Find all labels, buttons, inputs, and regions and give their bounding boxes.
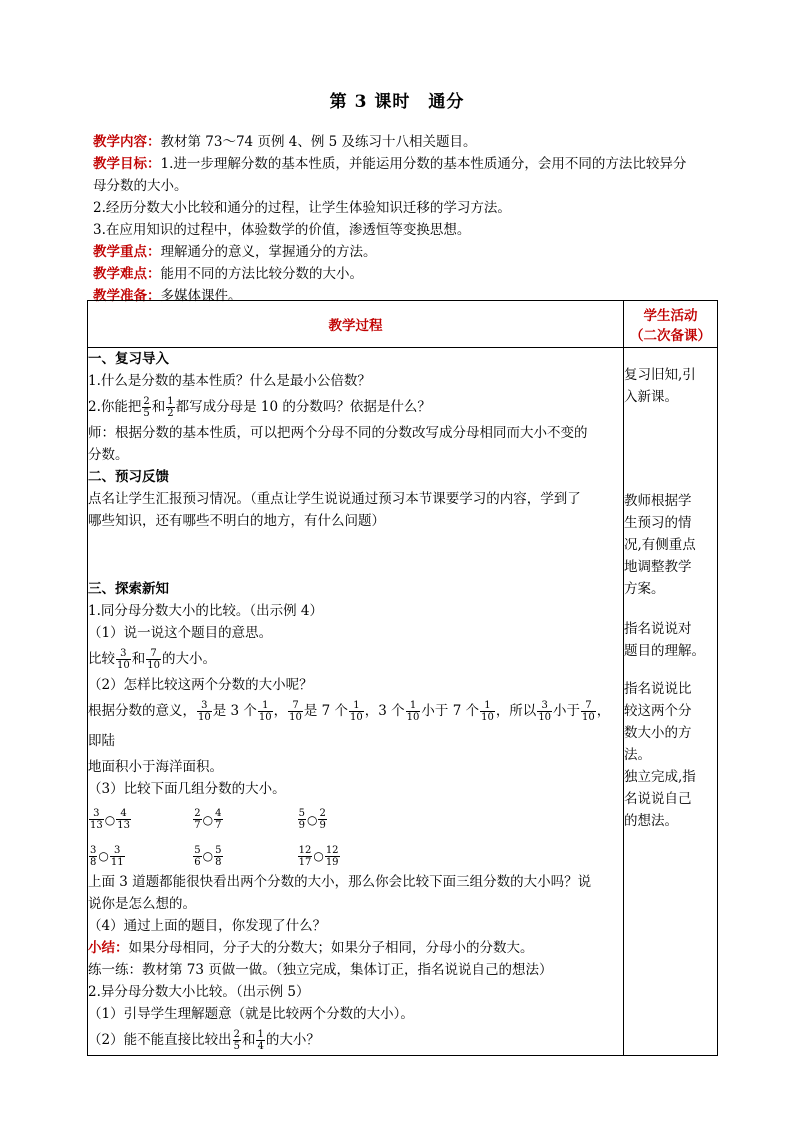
- denominator: 10: [289, 712, 302, 723]
- compare-line: [88, 644, 623, 674]
- numerator: 7: [288, 700, 303, 712]
- s2-l1: 点名让学生汇报预习情况。（重点让学生说说通过预习本节课要学习的内容，学到了: [88, 491, 581, 507]
- side-a2: 入新课。: [624, 389, 678, 405]
- m-so: ，所以: [495, 703, 537, 719]
- s1-q2: [88, 392, 623, 422]
- numerator: 1: [480, 700, 495, 712]
- s3-2b-and: 和: [241, 1032, 256, 1048]
- summary-text: 如果分母相同，分子大的分数大；如果分子相同，分母小的分数大。: [128, 940, 534, 956]
- s1-q2-and: 和: [151, 399, 166, 415]
- process-cell: [88, 348, 624, 1056]
- fraction-2-5: [142, 396, 150, 419]
- numerator: 5: [298, 808, 305, 819]
- numerator: 7: [581, 700, 596, 712]
- numerator: 1: [258, 700, 273, 712]
- side-b5: 方案。: [624, 581, 665, 597]
- numerator: 1: [406, 700, 421, 712]
- s3-2a: （1）引导学生理解题意（就是比较两个分数的大小）。: [88, 1006, 414, 1022]
- denominator: 11: [110, 856, 124, 868]
- side-d4: 法。: [624, 747, 651, 763]
- s3-2: 2.异分母分数大小比较。（出示例 5）: [88, 984, 310, 1000]
- spacer: [624, 662, 717, 678]
- fraction: [116, 808, 131, 831]
- denominator: 10: [258, 712, 272, 723]
- cmp-post: 的大小。: [161, 651, 216, 667]
- denominator: 2: [167, 408, 174, 419]
- m-pre: 根据分数的意义，: [88, 703, 196, 719]
- denominator: 10: [117, 660, 130, 671]
- compare-item: [88, 841, 188, 872]
- compare-circle[interactable]: ○: [202, 849, 214, 863]
- s1-t1: 师：根据分数的基本性质，可以把两个分母不同的分数改写成分母相同而大小不变的: [88, 425, 588, 441]
- side-b4: 地调整教学: [624, 559, 692, 575]
- denominator: 8: [215, 856, 222, 868]
- numerator: 1: [349, 700, 364, 712]
- s3-p1: 上面 3 道题都能很快看出两个分数的大小，那么你会比较下面三组分数的大小吗？说: [88, 874, 592, 890]
- student-activity-cell: [624, 348, 718, 1056]
- fraction: [214, 808, 222, 831]
- denominator: 13: [117, 820, 130, 831]
- compare-item: [192, 841, 292, 872]
- fraction: [298, 808, 306, 831]
- denominator: 13: [90, 820, 103, 831]
- fraction: [110, 845, 125, 868]
- denominator: 10: [350, 712, 363, 723]
- goal-label: 教学目标：: [93, 156, 161, 172]
- side-c2: 题目的理解。: [624, 643, 705, 659]
- fraction-1-10: [480, 700, 495, 723]
- denominator: 9: [319, 820, 326, 831]
- numerator: 1: [167, 396, 174, 407]
- fraction-3-10: [537, 700, 552, 723]
- section-2-title: 二、预习反馈: [88, 469, 169, 485]
- numerator: 3: [116, 648, 131, 660]
- numerator: 5: [215, 844, 222, 856]
- meaning-line: [88, 696, 623, 756]
- fraction-2-5: [233, 1029, 241, 1052]
- denominator: 10: [538, 712, 552, 723]
- s1-q2-post: 都写成分母是 10 的分数吗？依据是什么？: [175, 399, 431, 415]
- m-l2: 地面积小于海洋面积。: [88, 759, 223, 775]
- m-is3: 是 3 个: [212, 703, 257, 719]
- spacer: [624, 348, 717, 364]
- section-3-title: 三、探索新知: [88, 581, 169, 597]
- denominator: 5: [233, 1041, 240, 1052]
- fraction-1-10: [406, 700, 421, 723]
- fraction: [89, 808, 104, 831]
- content-text: 教材第 73～74 页例 4、例 5 及练习十八相关题目。: [160, 134, 477, 150]
- s3-1b: （2）怎样比较这两个分数的大小呢？: [88, 677, 313, 693]
- denominator: 10: [198, 712, 211, 723]
- fraction-1-10: [258, 700, 273, 723]
- content-label: 教学内容：: [93, 134, 161, 150]
- diff-row: [93, 263, 718, 285]
- spacer: [624, 600, 717, 618]
- side-c1: 指名说说对: [624, 621, 692, 637]
- s3-1c: （3）比较下面几组分数的大小。: [88, 781, 286, 797]
- compare-circle[interactable]: ○: [306, 812, 318, 827]
- prep-text: 多媒体课件。: [160, 288, 242, 304]
- cmp-and: 和: [131, 651, 146, 667]
- summary-label: 小结：: [88, 940, 129, 956]
- compare-circle[interactable]: ○: [104, 812, 116, 827]
- compare-item: [297, 841, 397, 872]
- s3-1: 1.同分母分数大小的比较。（出示例 4）: [88, 603, 324, 619]
- fraction: [89, 845, 97, 868]
- side-b3: 况,有侧重点: [624, 537, 696, 553]
- compare-circle[interactable]: ○: [313, 849, 324, 863]
- side-e2: 名说说自己: [624, 791, 692, 807]
- numerator: 2: [233, 1029, 240, 1040]
- summary: [88, 937, 623, 959]
- numerator: 4: [116, 808, 131, 820]
- s3-2b-pre: （2）能不能直接比较出: [88, 1032, 232, 1048]
- m-lt2: 小于: [553, 703, 581, 719]
- numerator: 4: [215, 808, 222, 819]
- fraction: [318, 808, 326, 831]
- m-end: ，即陆: [88, 703, 611, 749]
- numerator: 3: [197, 700, 212, 712]
- numerator: 7: [146, 648, 161, 660]
- fraction-7-10: [146, 648, 161, 671]
- goal-1b: 母分数的大小。: [93, 178, 188, 194]
- numerator: 2: [143, 396, 150, 407]
- second-prep-title: （二次备课）: [630, 328, 711, 344]
- prep-label: 教学准备：: [93, 288, 161, 304]
- s3-2b: [88, 1025, 623, 1055]
- section-1-title: 一、复习导入: [88, 351, 169, 367]
- spacer: [88, 532, 623, 578]
- lesson-header: [93, 131, 718, 307]
- fraction-7-10: [581, 700, 596, 723]
- goal-3: 3.在应用知识的过程中，体验数学的价值，渗透恒等变换思想。: [93, 222, 471, 238]
- denominator: 9: [298, 820, 305, 831]
- s3-1a: （1）说一说这个题目的意思。: [88, 625, 273, 641]
- compare-item: [88, 804, 188, 835]
- student-activity-header: [624, 301, 718, 348]
- diff-label: 教学难点：: [93, 266, 161, 282]
- diff-text: 能用不同的方法比较分数的大小。: [160, 266, 363, 282]
- fraction: [298, 845, 313, 868]
- compare-item: [297, 804, 397, 835]
- side-b1: 教师根据学: [624, 493, 692, 509]
- student-activity-title: 学生活动: [643, 308, 698, 324]
- s2-l2: 哪些知识，还有哪些不明白的地方，有什么问题）: [88, 513, 385, 529]
- s3-p2: 说你是怎么想的。: [88, 896, 196, 912]
- fraction-3-10: [197, 700, 212, 723]
- fraction-1-10: [349, 700, 364, 723]
- numerator: 1: [257, 1029, 264, 1040]
- denominator: 6: [194, 856, 201, 868]
- side-a1: 复习旧知,引: [624, 367, 696, 383]
- goal-2: 2.经历分数大小比较和通分的过程，让学生体验知识迁移的学习方法。: [93, 200, 511, 216]
- fraction: [325, 845, 340, 868]
- spacer: [624, 408, 717, 490]
- s1-t2: 分数。: [88, 447, 129, 463]
- side-b2: 生预习的情: [624, 515, 692, 531]
- side-e1: 独立完成,指: [624, 769, 696, 785]
- numerator: 5: [194, 844, 201, 856]
- content-row: [93, 131, 718, 153]
- numerator: 12: [298, 844, 312, 856]
- compare-item: [192, 804, 292, 835]
- fraction: [193, 845, 201, 868]
- m-c2: ，3 个: [364, 703, 405, 719]
- denominator: 10: [147, 660, 160, 671]
- m-lt: 小于 7 个: [421, 703, 480, 719]
- practice: 练一练：教材第 73 页做一做。（独立完成，集体订正，指名说说自己的想法）: [88, 962, 553, 978]
- m-is7: 是 7 个: [303, 703, 349, 719]
- compare-grid-row-1: [88, 804, 623, 835]
- compare-grid-row-2: [88, 841, 623, 872]
- denominator: 10: [406, 712, 420, 723]
- fraction-3-10: [116, 648, 131, 671]
- fraction-1-4: [256, 1029, 264, 1052]
- numerator: 2: [319, 808, 326, 819]
- fraction: [193, 808, 201, 831]
- denominator: 10: [582, 712, 595, 723]
- compare-circle[interactable]: ○: [202, 812, 214, 827]
- fraction-7-10: [288, 700, 303, 723]
- lesson-table: [87, 300, 718, 1056]
- denominator: 8: [90, 856, 97, 868]
- page-title: 第 3 课时 通分: [329, 92, 465, 112]
- side-e3: 的想法。: [624, 813, 678, 829]
- denominator: 7: [194, 820, 201, 831]
- key-label: 教学重点：: [93, 244, 161, 260]
- side-d2: 较这两个分: [624, 703, 692, 719]
- numerator: 3: [110, 845, 125, 857]
- numerator: 3: [89, 808, 104, 820]
- s3-2b-post: 的大小？: [265, 1032, 320, 1048]
- process-header: 教学过程: [88, 301, 624, 348]
- m-c1: ，: [273, 703, 288, 719]
- key-text: 理解通分的意义，掌握通分的方法。: [160, 244, 377, 260]
- cmp-pre: 比较: [88, 651, 115, 667]
- numerator: 12: [325, 844, 339, 856]
- side-d3: 数大小的方: [624, 725, 692, 741]
- goal-row: [93, 153, 718, 175]
- s3-1d: （4）通过上面的题目，你发现了什么？: [88, 918, 327, 934]
- goal-1a: 1.进一步理解分数的基本性质，并能运用分数的基本性质通分，会用不同的方法比较异分: [160, 156, 687, 172]
- numerator: 3: [90, 844, 97, 856]
- denominator: 4: [257, 1041, 264, 1052]
- numerator: 2: [194, 808, 201, 819]
- denominator: 17: [298, 856, 312, 868]
- s1-q2-pre: 2.你能把: [88, 399, 142, 415]
- key-row: [93, 241, 718, 263]
- denominator: 7: [215, 820, 222, 831]
- denominator: 5: [143, 408, 150, 419]
- fraction-1-2: [166, 396, 174, 419]
- numerator: 3: [537, 700, 552, 712]
- fraction: [214, 845, 222, 868]
- s1-q1: 1.什么是分数的基本性质？什么是最小公倍数？: [88, 373, 371, 389]
- denominator: 10: [481, 712, 494, 723]
- side-d1: 指名说说比: [624, 681, 692, 697]
- compare-circle[interactable]: ○: [98, 849, 109, 863]
- denominator: 19: [325, 856, 339, 868]
